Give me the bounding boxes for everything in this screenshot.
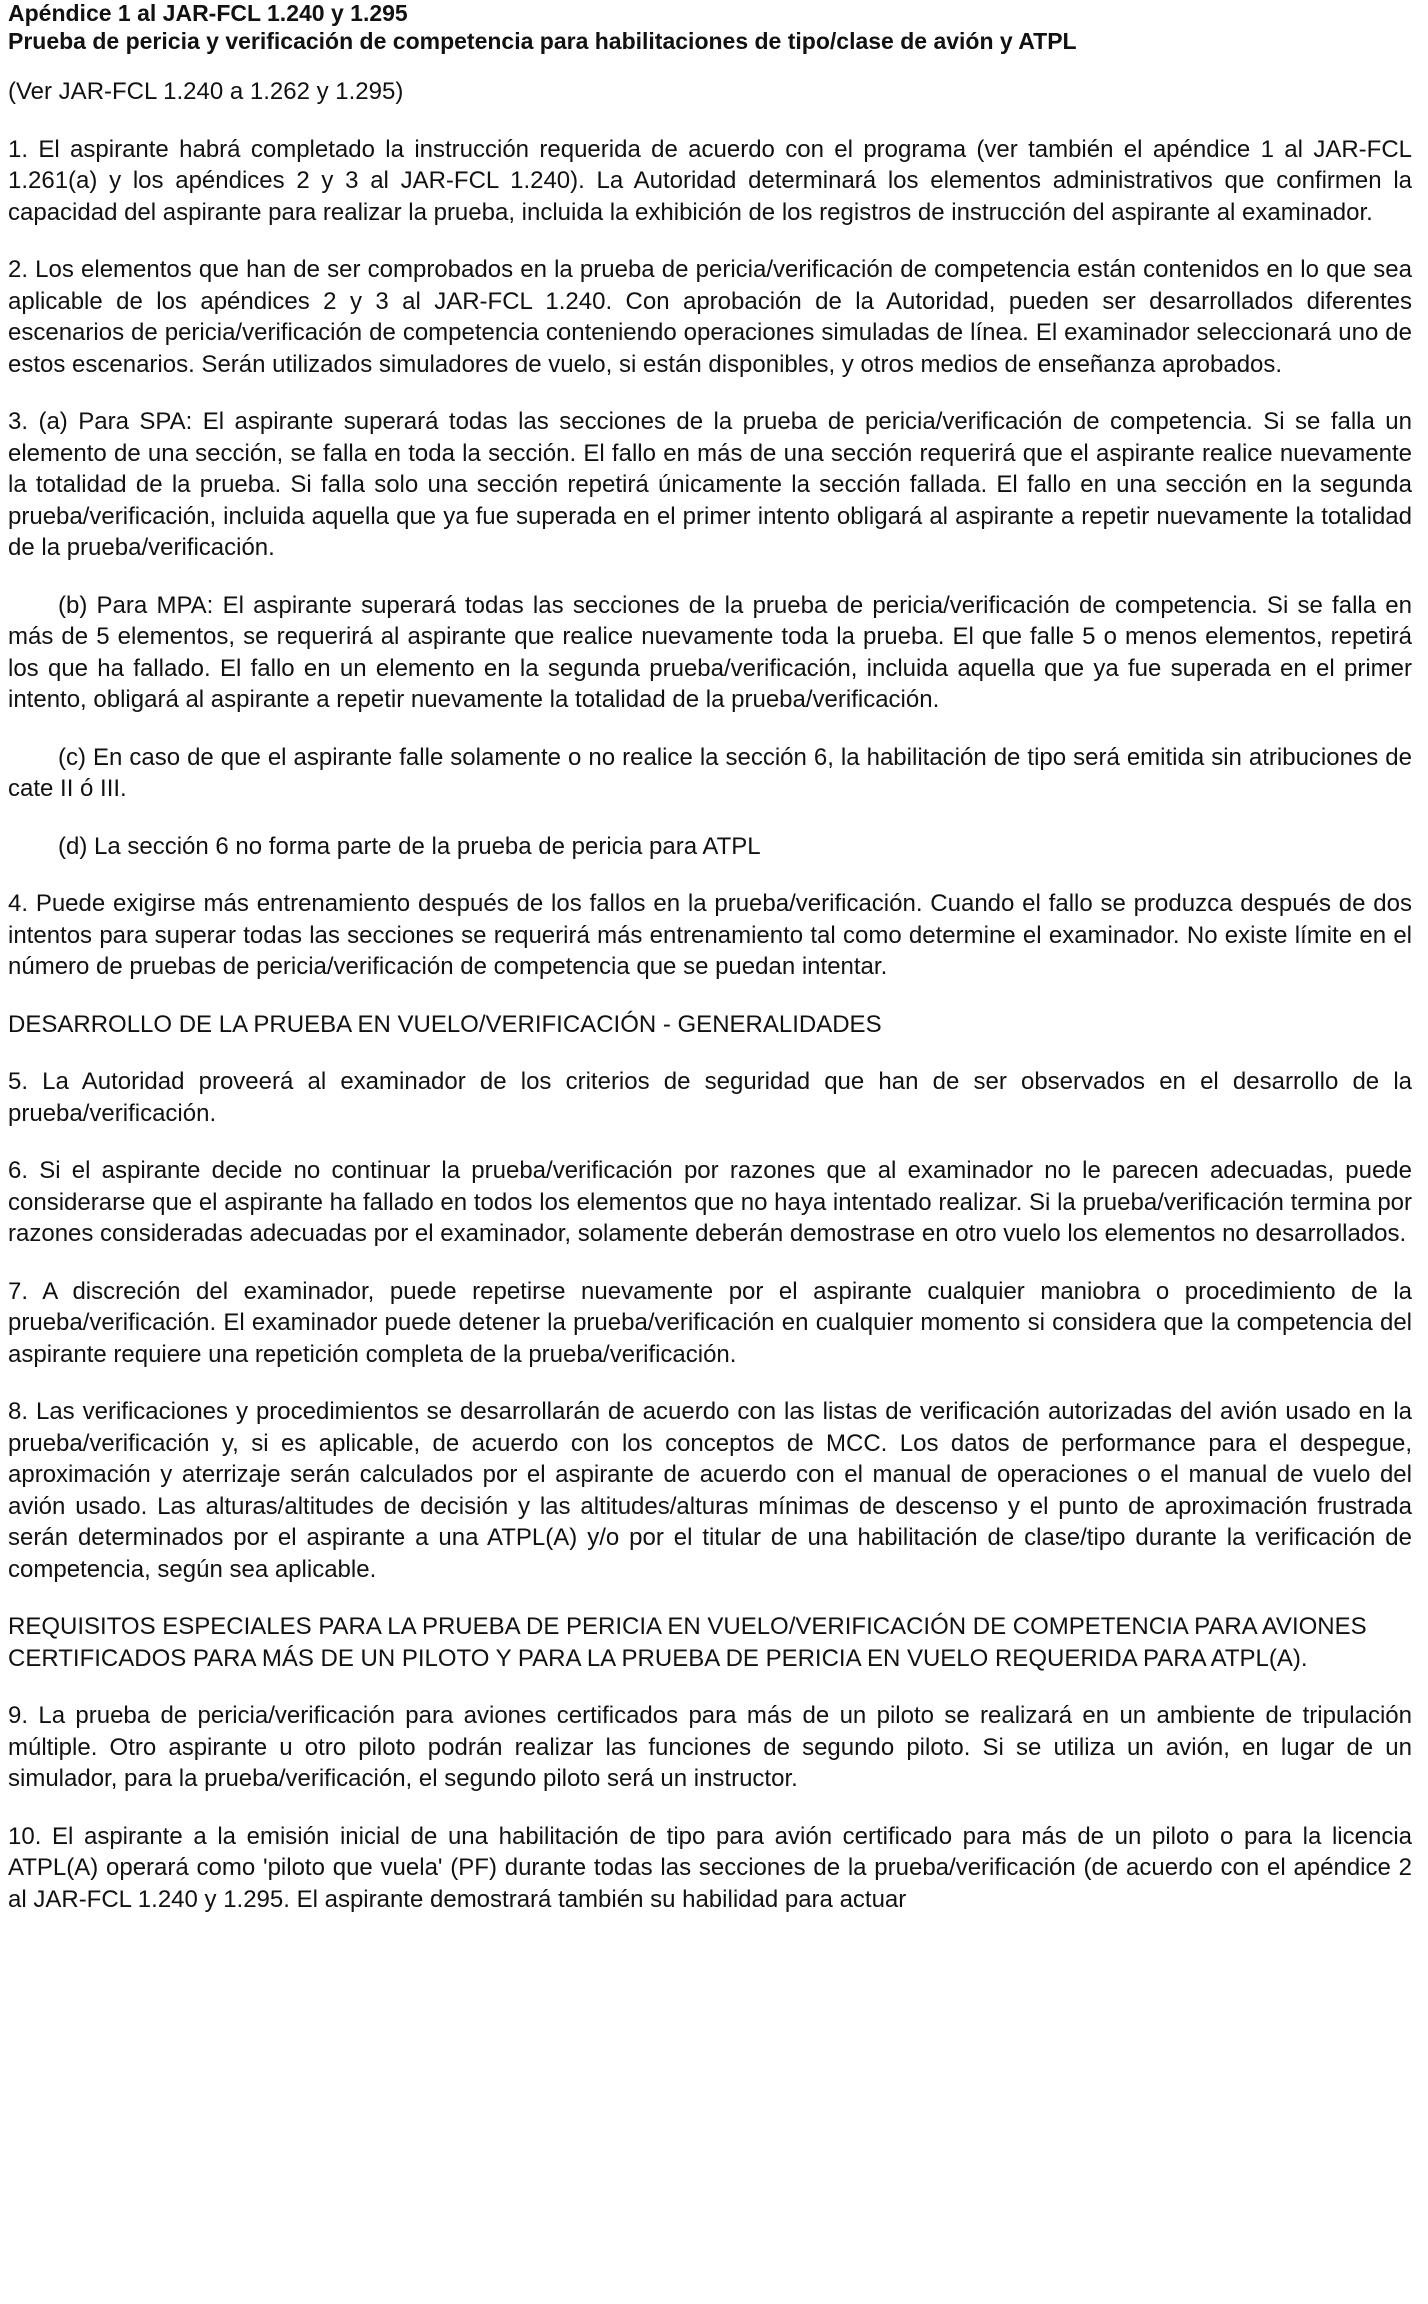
- paragraph-7: 7. A discreción del examinador, puede repetirse nuevamente por el aspirante cualquier maniobra o procedimiento de la prueba/verificación. El examinador puede detener la prueba/verificación en cualquier momento si considera que la competencia del aspirante requiere una repetición completa de la prueba/verificación.: [8, 1277, 1412, 1368]
- paragraph-10: 10. El aspirante a la emisión inicial de una habilitación de tipo para avión certificado para más de un piloto o para la licencia ATPL(A) operará como 'piloto que vuela' (PF) durante todas las secciones de la prueba/verificación (de acuerdo con el apéndice 2 al JAR-FCL 1.240 y 1.295. El aspirante demostrará también su habilidad para actuar: [8, 1822, 1412, 1913]
- paragraph-3a: 3. (a) Para SPA: El aspirante superará todas las secciones de la prueba de pericia/verificación de competencia. Si se falla un elemento de una sección, se falla en toda la sección. El fallo en más de una sección requerirá que el aspirante realice nuevamente la totalidad de la prueba. Si falla solo una sección repetirá únicamente la sección fallada. El fallo en una sección en la segunda prueba/verificación, incluida aquella que ya fue superada en el primer intento obligará al aspirante a repetir nuevamente la totalidad de la prueba/verificación.: [8, 408, 1412, 561]
- document-title: Apéndice 1 al JAR-FCL 1.240 y 1.295: [8, 0, 408, 26]
- paragraph-1: 1. El aspirante habrá completado la instrucción requerida de acuerdo con el programa (ver también el apéndice 1 al JAR-FCL 1.261(a) y los apéndices 2 y 3 al JAR-FCL 1.240). La Autoridad determinará los elementos administrativos que confirmen la capacidad del aspirante para realizar la prueba, incluida la exhibición de los registros de instrucción del aspirante al examinador.: [8, 135, 1412, 226]
- paragraph-2: 2. Los elementos que han de ser comprobados en la prueba de pericia/verificación de competencia están contenidos en lo que sea aplicable de los apéndices 2 y 3 al JAR-FCL 1.240. Con aprobación de la Autoridad, pueden ser desarrollados diferentes escenarios de pericia/verificación de competencia conteniendo operaciones simuladas de línea. El examinador seleccionará uno de estos escenarios. Serán utilizados simuladores de vuelo, si están disponibles, y otros medios de enseñanza aprobados.: [8, 256, 1412, 378]
- section-heading-requisitos: REQUISITOS ESPECIALES PARA LA PRUEBA DE PERICIA EN VUELO/VERIFICACIÓN DE COMPETENCIA PARA AVIONES CERTIFICADOS PARA MÁS DE UN PILOTO Y PARA LA PRUEBA DE PERICIA EN VUELO REQUERIDA PARA ATPL(A).: [8, 1613, 1367, 1672]
- paragraph-4: 4. Puede exigirse más entrenamiento después de los fallos en la prueba/verificación. Cuando el fallo se produzca después de dos intentos para superar todas las secciones se requerirá más entrenamiento tal como determine el examinador. No existe límite en el número de pruebas de pericia/verificación de competencia que se puedan intentar.: [8, 890, 1412, 980]
- paragraph-3c: (c) En caso de que el aspirante falle solamente o no realice la sección 6, la habilitación de tipo será emitida sin atribuciones de cate II ó III.: [8, 743, 1412, 802]
- paragraph-5: 5. La Autoridad proveerá al examinador de los criterios de seguridad que han de ser observados en el desarrollo de la prueba/verificación.: [8, 1068, 1412, 1127]
- paragraph-3d: (d) La sección 6 no forma parte de la prueba de pericia para ATPL: [58, 832, 761, 860]
- reference-line: (Ver JAR-FCL 1.240 a 1.262 y 1.295): [8, 78, 404, 105]
- section-heading-generalidades: DESARROLLO DE LA PRUEBA EN VUELO/VERIFICACIÓN - GENERALIDADES: [8, 1010, 882, 1038]
- document-subtitle: Prueba de pericia y verificación de competencia para habilitaciones de tipo/clase de avión y ATPL: [8, 28, 1077, 54]
- paragraph-8: 8. Las verificaciones y procedimientos se desarrollarán de acuerdo con las listas de verificación autorizadas del avión usado en la prueba/verificación y, si es aplicable, de acuerdo con los conceptos de MCC. Los datos de performance para el despegue, aproximación y aterrizaje serán calculados por el aspirante de acuerdo con el manual de operaciones o el manual de vuelo del avión usado. Las alturas/altitudes de decisión y las altitudes/alturas mínimas de descenso y el punto de aproximación frustrada serán determinados por el aspirante a una ATPL(A) y/o por el titular de una habilitación de clase/tipo durante la verificación de competencia, según sea aplicable.: [8, 1398, 1412, 1583]
- paragraph-3b: (b) Para MPA: El aspirante superará todas las secciones de la prueba de pericia/verificación de competencia. Si se falla en más de 5 elementos, se requerirá al aspirante que realice nuevamente toda la prueba. El que falle 5 o menos elementos, repetirá los que ha fallado. El fallo en un elemento en la segunda prueba/verificación, incluida aquella que ya fue superada en el primer intento, obligará al aspirante a repetir nuevamente la totalidad de la prueba/verificación.: [8, 591, 1412, 713]
- paragraph-6: 6. Si el aspirante decide no continuar la prueba/verificación por razones que al examinador no le parecen adecuadas, puede considerarse que el aspirante ha fallado en todos los elementos que no haya intentado realizar. Si la prueba/verificación termina por razones consideradas adecuadas por el examinador, solamente deberán demostrase en otro vuelo los elementos no desarrollados.: [8, 1157, 1412, 1247]
- paragraph-9: 9. La prueba de pericia/verificación para aviones certificados para más de un piloto se realizará en un ambiente de tripulación múltiple. Otro aspirante u otro piloto podrán realizar las funciones de segundo piloto. Si se utiliza un avión, en lugar de un simulador, para la prueba/verificación, el segundo piloto será un instructor.: [8, 1702, 1412, 1792]
